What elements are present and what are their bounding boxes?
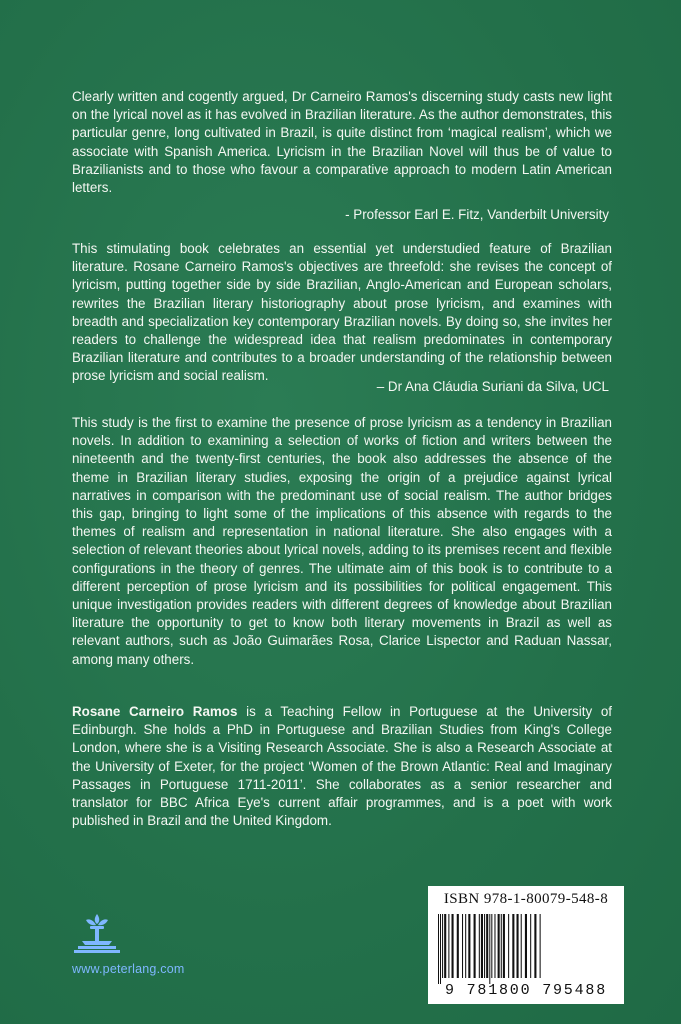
isbn-label: ISBN 978-1-80079-548-8 [443,891,609,907]
review-attribution-2: – Dr Ana Cláudia Suriani da Silva, UCL [376,379,609,394]
book-description [72,414,612,669]
barcode-digits: 9 781800 795488 [444,982,608,999]
review-quote-2-text: This stimulating book celebrates an essential yet understudied feature of Brazilian literature. Rosane Carneiro Ramos's objectives are threefold: she revises the concept of lyricism, putting together side by side Brazilian, Anglo-American and European scholars, rewrites the Brazilian literary historiography about prose lyricism, and examines with breadth and specialization key contemporary Brazilian novels. By doing so, she invites her readers to challenge the widespread idea that realism predominates in contemporary Brazilian literature and contributes to a broader understanding of the relationship between prose lyricism and social realism. [72,241,612,384]
barcode-icon [436,914,616,984]
author-name: Rosane Carneiro Ramos [72,704,238,719]
author-bio-text: is a Teaching Fellow in Portuguese at the University of Edinburgh. She holds a PhD in Portuguese and Brazilian Studies from King's College London, where she is a Visiting Research Associate. She is also a Research Associate at the University of Exeter, for the project ‘Women of the Brown Atlantic: Real and Imaginary Passages in Portuguese 1711-2011’. She collaborates as a senior researcher and translator for BBC Africa Eye's current affair programmes, and is a poet with work published in Brazil and the United Kingdom. [72,704,612,829]
review-attribution-1: - Professor Earl E. Fitz, Vanderbilt University [345,207,609,222]
review-quote-1 [72,88,612,197]
peter-lang-fountain-icon [72,912,122,958]
isbn-barcode-box [428,886,624,1004]
author-bio [72,703,612,830]
publisher-url[interactable]: www.peterlang.com [72,962,185,976]
review-quote-1-text: Clearly written and cogently argued, Dr Carneiro Ramos's discerning study casts new light on the lyrical novel as it has evolved in Brazilian literature. As the author demonstrates, this particular genre, long cultivated in Brazil, is quite distinct from ‘magical realism’, which we associate with Spanish America. Lyricism in the Brazilian Novel will thus be of value to Brazilianists and to those who favour a comparative approach to modern Latin American letters. [72,89,612,196]
author-bio-paragraph [72,703,612,830]
review-quote-2 [72,240,612,386]
book-description-text: This study is the first to examine the presence of prose lyricism as a tendency in Brazilian novels. In addition to examining a selection of works of fiction and writers between the nineteenth and the twenty-first centuries, the book also addresses the absence of the theme in Brazilian literary studies, exposing the origin of a prejudice against lyrical narratives in comparison with the predominant use of social realism. The author bridges this gap, bringing to light some of the implications of this absence with regards to the themes of realism and representation in national literature. She also engages with a selection of relevant theories about lyrical novels, adding to its premises recent and flexible configurations in the theory of genres. The ultimate aim of this book is to contribute to a different perception of prose lyricism and its possibilities for political engagement. This unique investigation provides readers with different degrees of knowledge about Brazilian literature the opportunity to get to know both literary movements in Brazil as well as relevant authors, such as João Guimarães Rosa, Clarice Lispector and Raduan Nassar, among many others. [72,415,612,667]
